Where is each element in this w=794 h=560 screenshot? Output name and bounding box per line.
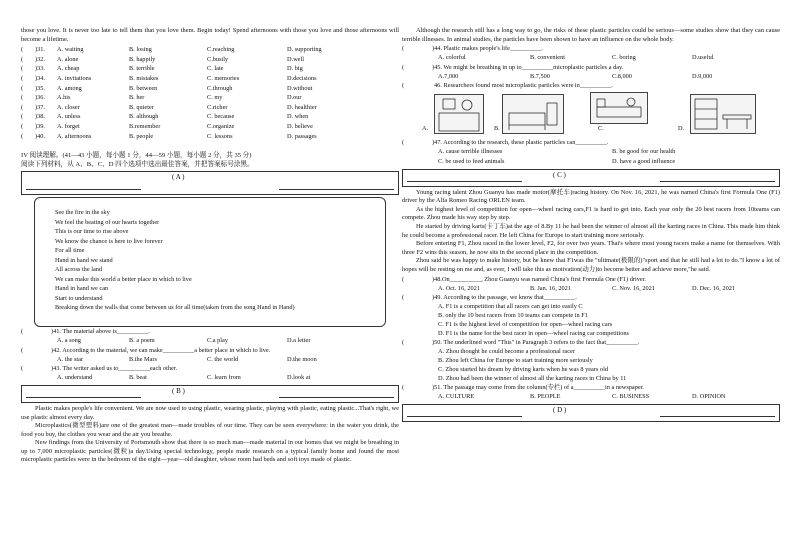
question-44-options-cell[interactable]: B. convenient [530,54,565,62]
passage-c-label: ( C ) [553,170,566,179]
cloze-row-40-cell[interactable]: A. afternoons [57,132,92,140]
question-stem: )51. The passage may come from the column(专栏) of a__________in a newspaper. [432,384,644,392]
question-44-options-cell[interactable]: C. boring [612,54,636,62]
cloze-row-31-cell[interactable]: A. waiting [57,46,84,54]
option [402,356,780,365]
option-text[interactable]: B. Zhou left China for Europe to start training more seriously [438,357,593,365]
cloze-row-32-cell: ( [21,55,24,63]
cloze-row-37-cell[interactable]: C.richer [207,103,228,111]
passage-b-paragraph: Microplastics(微型塑料)are one of the greatest man—made troubles of our time. They can be seen everywhere: in the water you drink, the food you buy, the clothes you wear and the air you breathe. [21,422,399,438]
option-text[interactable]: A. Zhou thought he could become a professional racer [438,348,575,356]
cloze-row-38-cell[interactable]: C. because [207,113,235,121]
cloze-row-39-cell[interactable]: C.organize [207,122,235,130]
passage-c-paragraph: Zhou said he was happy to make history, but he knew that F1was the "ultimate(极限的)"sport and that he still had a lot to do."I know a lot of hopes will be resting on me and, as ever, I will take this as motivation(动力)to become better and achieve more,"he said. [402,257,780,273]
cloze-row-40-cell: ( [21,132,24,140]
cloze-row-38-cell[interactable]: D. when [287,113,309,121]
header-line-left [26,189,141,190]
option-text[interactable]: D. Zhou had been the winner of almost all the karting races in China by 11 [438,375,627,383]
cloze-row-34-cell[interactable]: D.decisions [287,74,317,82]
poem-lines [55,208,295,313]
question-45-options [402,72,780,82]
study-picture [690,94,756,134]
paren: ( [402,339,405,347]
cloze-row-32-cell[interactable]: A. alone [57,55,79,63]
poem-line: For all time [55,247,85,255]
question-42-options [21,355,399,365]
question-47-options-2-cell: C. be used to feed animals [438,157,505,165]
question-42-options-cell[interactable]: C. the world [207,355,239,363]
question-45-options-cell[interactable]: D.9,000 [692,72,713,80]
cloze-row-36 [21,93,399,103]
question-48-options [402,284,780,294]
section-instructions: 阅读下列材料，从 A、B、C、D 四个选项中选出最佳答案，并把答案标号涂黑。 [21,161,254,169]
option [402,347,780,356]
question-49 [402,293,780,302]
question-46-stem: 46. Researchers found most microplastic particles were in__________. [434,82,613,90]
cloze-row-33 [21,64,399,74]
paren: ( [402,384,405,392]
passage-b [21,405,399,465]
question-47-options-2-cell[interactable]: D. have a good influence [612,157,676,165]
question-stem: )49. According to the passage, we know that__________. [432,294,577,302]
question-43-options-cell[interactable]: B. beat [129,374,147,382]
question-stem: )48.On__________, Zhou Guanyu was named China's first Formula One (F1) driver. [432,275,646,283]
cloze-row-39-cell: )39. [35,122,45,130]
cloze-row-36-cell: ( [21,94,24,102]
header-line-left [407,416,522,417]
cloze-row-35-cell[interactable]: D.without [287,84,313,92]
passage-c-paragraph: Young racing talent Zhou Guanyu has made motor(摩托车)racing history. On Nov. 16, 2021, he was named China's first Formula One (F1) driver by the Alfa Romeo Racing ORLEN team. [402,188,780,205]
question-41-options-cell[interactable]: B. a poem [129,337,155,345]
cloze-row-31-cell[interactable]: C.reaching [207,46,235,54]
question-45 [402,63,780,72]
cloze-row-40-cell: )40. [35,132,45,140]
questions-44-45 [402,44,780,81]
cloze-row-34-cell[interactable]: A. invitations [57,74,92,82]
question-41-options-cell[interactable]: C.a play [207,337,228,345]
questions-41-43 [21,327,399,383]
passage-b-header [21,385,399,403]
cloze-row-31-cell[interactable]: D. supporting [287,46,322,54]
question-48 [402,275,780,284]
cloze-row-34-cell: )34. [35,74,45,82]
question-47-options-1-cell: A. cause terrible illnesses [438,148,503,156]
cloze-row-39-cell[interactable]: A. forget [57,122,80,130]
passage-c-header [402,169,780,187]
question-46: ( 46. Researchers found most microplastic particles were in__________. [402,82,613,90]
q46-option-b[interactable]: B. [494,125,500,133]
question-48-options-cell[interactable]: B. Jan. 16, 2021 [530,284,571,292]
question-51-options-cell[interactable]: B. PEOPLE [530,393,561,401]
option [402,365,780,374]
paren: ( [402,294,405,302]
cloze-row-36-cell[interactable]: A.his [57,94,71,102]
poem-line: We can make this world a better place in which to live [55,275,192,283]
q46-option-d[interactable]: D. [678,125,685,133]
question-stem: )42. According to the material, we can make__________a better place in which to live. [51,346,271,354]
option [402,329,780,338]
passage-c-paragraph: He started by driving karts(卡丁车)at the age of 8.By 11 he had been the winner of almost all the karting races in China. This made him think he could become a professional racer. He left China for Europe to start training more seriously. [402,222,780,239]
cloze-row-40-cell[interactable]: D. passages [287,132,317,140]
poem-line: See the fire in the sky [55,209,110,217]
right-column [402,0,780,560]
question-51-options-cell: A. CULTURE [438,393,475,401]
question-47-options-2 [402,157,780,167]
cloze-row-34-cell: ( [21,74,24,82]
cloze-row-33-cell[interactable]: D. big [287,65,303,73]
passage-b-label: ( B ) [172,386,185,395]
question-41-options-cell: A. a song [57,337,81,345]
cloze-row-37-cell[interactable]: A. closer [57,103,80,111]
question-51-options-cell[interactable]: D. OPINION [692,393,726,401]
cloze-row-36-cell[interactable]: B. her [129,94,145,102]
cloze-row-37-cell: ( [21,103,24,111]
question-41-options-cell[interactable]: D.a letter [287,337,311,345]
cloze-row-32-cell: )32. [35,55,45,63]
option [402,320,780,329]
cloze-row-34-cell[interactable]: C. memories [207,74,240,82]
cloze-row-35-cell: )35. [35,84,45,92]
cloze-row-35-cell[interactable]: C.through [207,84,233,92]
question-47-options-1 [402,147,780,157]
question-43-options [21,373,399,383]
cloze-row-31-cell[interactable]: B. losing [129,46,152,54]
cloze-passage-ending: those you love. It is never too late to tell them that you love them. Begin today! Spend afternoons with those you love and those afternoons will become a lifetime. [21,27,399,43]
bookshelf-icon [691,95,755,133]
header-line-left [407,181,522,182]
question-48-options-cell[interactable]: D. Dec. 16, 2021 [692,284,736,292]
cloze-row-35 [21,84,399,94]
question-43-options-cell: A. understand [57,374,93,382]
passage-b-paragraph: Plastic makes people's life convenient. We are now used to using plastic, wearing plastic, playing with plastic, eating plastic...That's right, we use plastic almost every day. [21,404,399,421]
cloze-row-35-cell[interactable]: A. among [57,84,82,92]
passage-c-paragraph: Before entering F1, Zhou raced in the lower level, F2, for over two years. That's where most young racers make a name for themselves. With three F2 wins this season, he now sits in the second place in the competition. [402,240,780,256]
paren: ( [402,45,405,53]
paren: ( [402,275,405,283]
question-42-options-cell[interactable]: B.the Mars [129,355,157,363]
q46-option-c[interactable]: C. [598,125,604,133]
cloze-row-32-cell[interactable]: B. happily [129,55,156,63]
question-44-options-cell: A. colorful [438,54,466,62]
poem-line: Hand in hand we can [55,285,109,293]
question-50 [402,338,780,347]
cloze-row-36-cell[interactable]: C. my [207,94,223,102]
sofa-icon [503,95,563,133]
cloze-row-34-cell[interactable]: B. mistakes [129,74,159,82]
question-42-options-cell: A. the star [57,355,84,363]
passage-c-paragraph: As the highest level of competition for open—wheel racing cars,F1 is hard to get into. Each year only the 20 best racers from 10teams can compete. Zhou made his way step by step. [402,205,780,222]
cloze-row-36-cell: )36. [35,94,45,102]
section-title: IV 阅读理解。(41—43 小题，每小题 1 分，44—59 小题，每小题 2 分，共 35 分) [21,152,252,160]
header-line-left [26,397,141,398]
cloze-row-39-cell[interactable]: D. believe [287,122,313,130]
cloze-row-37-cell[interactable]: B. quieter [129,103,154,111]
option-text[interactable]: A. F1 is a competition that all racers can get into easily C [438,303,583,311]
question-48-options-cell: A. Oct. 16, 2021 [438,284,480,292]
cloze-row-40-cell[interactable]: C. lessons [207,132,233,140]
cloze-row-35-cell[interactable]: B. between [129,84,158,92]
question-48-options-cell[interactable]: C. Nov. 16, 2021 [612,284,655,292]
option-text[interactable]: B. only the 10 best racers from 10 teams can compete in F1 [438,312,588,320]
cloze-row-39-cell[interactable]: B.remember [129,122,161,130]
question-51-options [402,392,780,402]
cloze-row-38-cell: ( [21,113,24,121]
question-41 [21,327,399,336]
cloze-row-32-cell[interactable]: C.busily [207,55,229,63]
question-stem: )43. The writer asked us to__________each other. [51,365,178,373]
cloze-row-39 [21,122,399,132]
paren: ( [21,346,24,354]
passage-b-continued: Although the research still has a long way to go, the risks of these plastic particles could be serious—some studies show that they can cause terrible illnesses. In animal studies, the particles have been shown to have an influence on the whole body. [402,27,780,43]
cloze-row-33-cell: )33. [35,65,45,73]
cloze-row-33-cell[interactable]: C. late [207,65,224,73]
question-43 [21,364,399,373]
question-44-options-cell[interactable]: D.useful [692,54,714,62]
question-44-options [402,53,780,63]
poem-line: Breaking down the walls that come between us for all time(taken from the song Hand in Hand) [55,304,295,312]
question-41-options [21,336,399,346]
question-46-pictures [402,90,780,138]
poem-line: Start to understand [55,294,103,302]
poem-scroll [34,197,386,327]
cloze-row-36-cell[interactable]: D.our [287,94,302,102]
kitchen-picture [434,94,484,134]
paren: ( [21,365,24,373]
option-text[interactable]: C. Zhou started his dream by driving karts when he was 8 years old [438,366,608,374]
question-42-options-cell[interactable]: D.the moon [287,355,317,363]
left-column [21,0,399,560]
option-text[interactable]: C. F1 is the highest level of competition for open—wheel racing cars [438,321,613,329]
question-51 [402,383,780,392]
cloze-options [21,45,399,141]
option [402,311,780,320]
bedroom-picture [590,92,648,124]
option-text[interactable]: D. F1 is the name for the best racer in open—wheel racing car competitions [438,330,629,338]
cloze-row-32 [21,55,399,65]
cloze-row-37-cell: )37. [35,103,45,111]
cloze-row-31 [21,45,399,55]
question-51-options-cell[interactable]: C. BUSINESS [612,393,650,401]
option [402,302,780,311]
question-45-options-cell[interactable]: B.7,500 [530,72,550,80]
question-47-stem-row [402,138,780,147]
poem-line: All across the land [55,266,103,274]
cloze-row-38-cell[interactable]: A. unless [57,113,81,121]
question-42 [21,346,399,355]
question-43-options-cell[interactable]: D.look at [287,374,311,382]
cloze-row-37 [21,103,399,113]
cloze-row-38 [21,112,399,122]
question-47 [402,138,780,166]
passage-d-header [402,404,780,422]
poem-line: We know the chance is here to live forever [55,237,163,245]
option [402,374,780,383]
question-45-options-cell[interactable]: C.8,000 [612,72,632,80]
question-45-options-cell: A.7,000 [438,72,459,80]
question-stem: )41. The material above is__________. [51,328,150,336]
cloze-row-31-cell: )31. [35,46,45,54]
poem-line: This is our time to rise above [55,228,129,236]
question-stem: )47. According to the research, these plastic particles can__________. [432,139,609,147]
cloze-row-39-cell: ( [21,122,24,130]
cloze-row-33-cell: ( [21,65,24,73]
passage-b-paragraph: New findings from the University of Portsmouth show that there is so much man—made material in our homes that we might be breathing in up to 7,000 microplastic particles(微粒)a day.Using special technology, people made research on a typical family home and found the most microplastic particles were in the bedroom of the eight—year—old daughter, whose room had beds and soft toys made of plastic. [21,439,399,464]
questions-48-51 [402,275,780,402]
paren: ( [402,139,405,147]
question-47-options-1-cell[interactable]: B. be good for our health [612,148,676,156]
paren: ( [402,63,405,71]
passage-a-header [21,171,399,195]
header-line-right [660,181,775,182]
cloze-row-31-cell: ( [21,46,24,54]
cloze-row-34 [21,74,399,84]
poem-line: Hand in hand we stand [55,256,113,264]
header-line-right [279,397,394,398]
header-line-right [660,416,775,417]
question-43-options-cell[interactable]: C. learn from [207,374,241,382]
bed-icon [591,93,647,123]
cloze-row-37-cell[interactable]: D. healthier [287,103,317,111]
cloze-row-32-cell[interactable]: D.well [287,55,304,63]
poem-line: We feel the beating of our hearts together [55,218,160,226]
cloze-row-33-cell[interactable]: A. cheap [57,65,80,73]
passage-c [402,189,780,275]
question-44 [402,44,780,53]
cloze-row-33-cell[interactable]: B. terrible [129,65,155,73]
question-stem: )50. The underlined word "This" in Paragraph 3 refers to the fact that__________. [432,339,640,347]
passage-d-label: ( D ) [553,405,567,414]
cloze-row-35-cell: ( [21,84,24,92]
cloze-row-38-cell: )38. [35,113,45,121]
cloze-row-40 [21,132,399,142]
cloze-row-38-cell[interactable]: B. although [129,113,159,121]
q46-option-a[interactable]: A. [422,125,429,133]
passage-a-label: ( A ) [172,173,185,182]
question-stem: )45. We might be breathing in up to__________microplastic particles a day. [432,63,624,71]
living-room-picture [502,94,564,134]
paren: ( [21,328,24,336]
cloze-row-40-cell[interactable]: B. people [129,132,154,140]
header-line-right [279,189,394,190]
kitchen-icon [435,95,483,133]
question-stem: )44. Plastic makes people's life__________. [432,45,543,53]
